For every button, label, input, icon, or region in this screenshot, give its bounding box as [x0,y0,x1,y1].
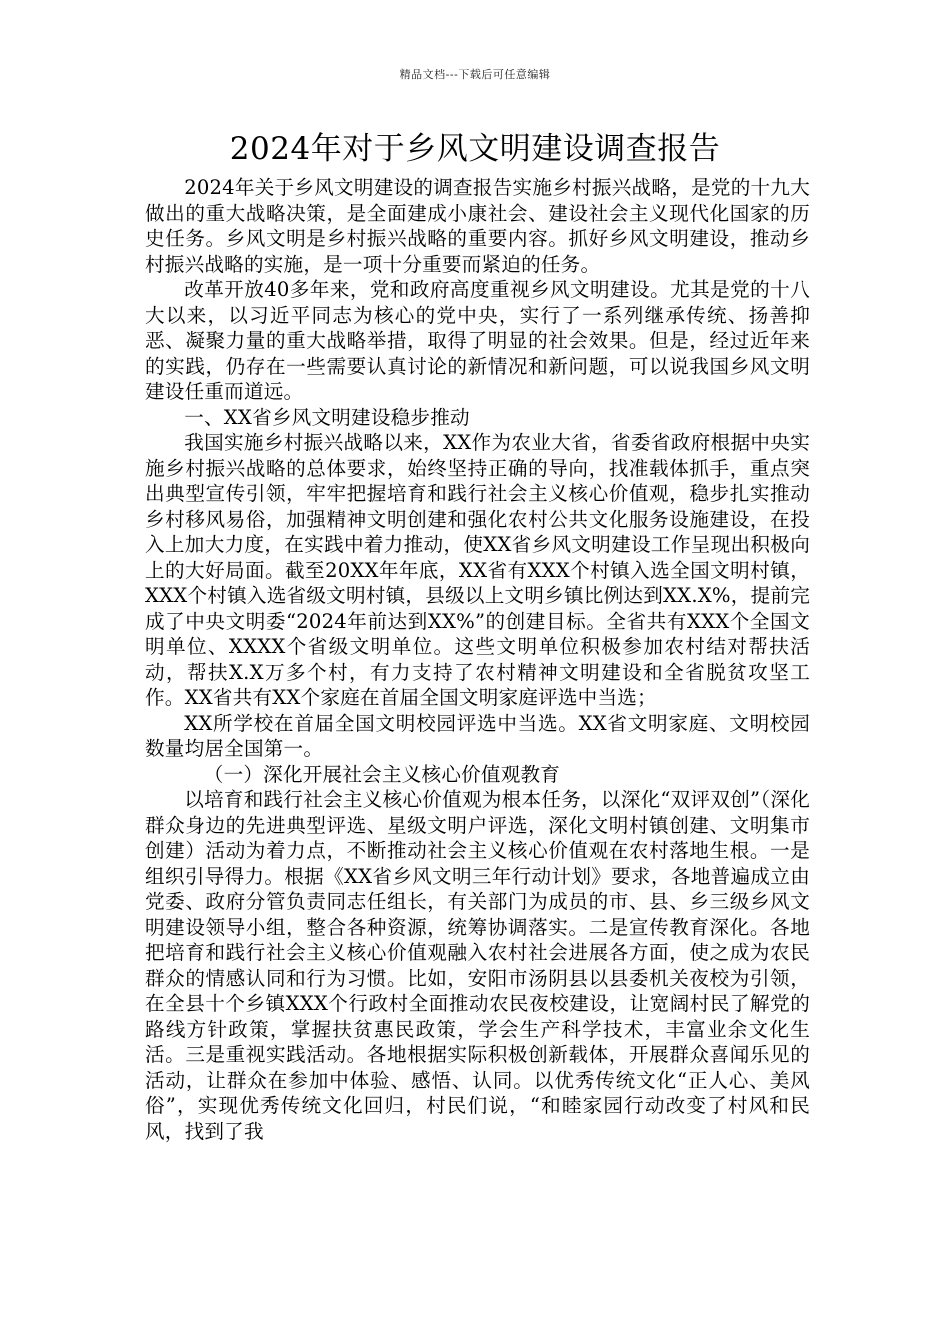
paragraph-background: 改革开放40多年来，党和政府高度重视乡风文明建设。尤其是党的十八大以来，以习近平同志为核心的党中央，实行了一系列继承传统、扬善抑恶、凝聚力量的重大战略举措，取得了明显的社会效果。但是，经过近年来的实践，仍存在一些需要认真讨论的新情况和新问题，可以说我国乡风文明建设任重而道远。 [145,278,810,403]
document-body [145,175,810,1144]
paragraph-subsection-1: 以培育和践行社会主义核心价值观为根本任务，以深化“双评双创”（深化群众身边的先进典型评选、星级文明户评选，深化文明村镇创建、文明集市创建）活动为着力点，不断推动社会主义核心价值观在农村落地生根。一是组织引导得力。根据《XX省乡风文明三年行动计划》要求，各地普遍成立由党委、政府分管负责同志任组长，有关部门为成员的市、县、乡三级乡风文明建设领导小组，整合各种资源，统筹协调落实。二是宣传教育深化。各地把培育和践行社会主义核心价值观融入农村社会进展各方面，使之成为农民群众的情感认同和行为习惯。比如，安阳市汤阴县以县委机关夜校为引领，在全县十个乡镇XXX个行政村全面推动农民夜校建设，让宽阔村民了解党的路线方针政策，掌握扶贫惠民政策，学会生产科学技术，丰富业余文化生活。三是重视实践活动。各地根据实际积极创新载体，开展群众喜闻乐见的活动，让群众在参加中体验、感悟、认同。以优秀传统文化“正人心、美风俗”，实现优秀传统文化回归，村民们说，“和睦家园行动改变了村风和民风，找到了我 [145,788,810,1143]
paragraph-section-1: 我国实施乡村振兴战略以来，XX作为农业大省，省委省政府根据中央实施乡村振兴战略的总体要求，始终坚持正确的导向，找准载体抓手，重点突出典型宣传引领，牢牢把握培育和践行社会主义核心价值观，稳步扎实推动乡村移风易俗，加强精神文明创建和强化农村公共文化服务设施建设，在投入上加大力度，在实践中着力推动，使XX省乡风文明建设工作呈现出积极向上的大好局面。截至20XX年年底，XX省有XXX个村镇入选全国文明村镇，XXX个村镇入选省级文明村镇，县级以上文明乡镇比例达到XX.X%，提前完成了中央文明委“2024年前达到XX%”的创建目标。全省共有XXX个全国文明单位、XXXX个省级文明单位。这些文明单位积极参加农村结对帮扶活动，帮扶X.X万多个村，有力支持了农村精神文明建设和全省脱贫攻坚工作。XX省共有XX个家庭在首届全国文明家庭评选中当选； [145,431,810,709]
paragraph-intro: 2024年关于乡风文明建设的调查报告实施乡村振兴战略，是党的十九大做出的重大战略决策，是全面建成小康社会、建设社会主义现代化国家的历史任务。乡风文明是乡村振兴战略的重要内容。抓好乡风文明建设，推动乡村振兴战略的实施，是一项十分重要而紧迫的任务。 [145,176,810,276]
paragraph-schools: XX所学校在首届全国文明校园评选中当选。XX省文明家庭、文明校园数量均居全国第一。 [145,711,810,760]
header-watermark: 精品文档---下载后可任意编辑 [399,68,551,81]
section-heading-1: 一、XX省乡风文明建设稳步推动 [184,405,470,429]
document-title: 2024年对于乡风文明建设调查报告 [229,131,721,167]
subsection-heading-1: （一）深化开展社会主义核心价值观教育 [203,762,561,786]
